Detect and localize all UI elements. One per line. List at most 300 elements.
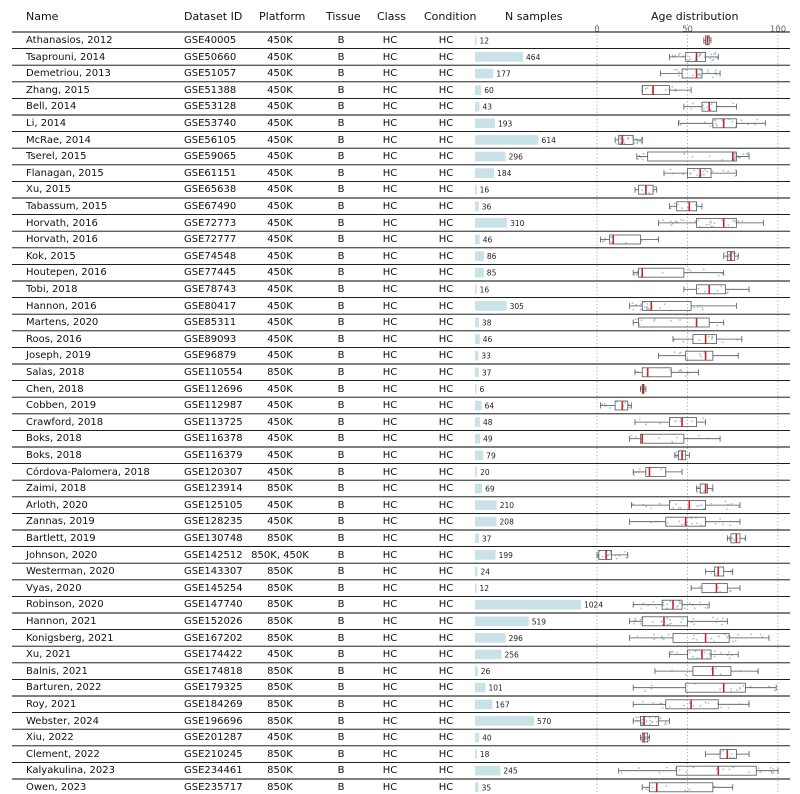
age-dot <box>679 120 681 122</box>
row-tissue: B <box>337 250 345 262</box>
row-class: HC <box>382 400 398 412</box>
age-dot <box>610 236 612 238</box>
row-platform: 450K <box>267 51 293 63</box>
age-dot <box>697 491 699 493</box>
row-class: HC <box>382 533 398 544</box>
row-platform: 850K <box>267 665 293 677</box>
age-dot <box>662 219 664 221</box>
row-condition: HC <box>438 101 454 113</box>
age-dot <box>647 790 649 792</box>
age-dot <box>692 103 694 105</box>
age-dot <box>690 270 692 272</box>
row-dataset-id: GSE147740 <box>184 599 243 611</box>
n-samples-bar <box>475 417 480 427</box>
age-dot <box>679 769 681 771</box>
age-dot <box>754 124 756 126</box>
age-dot <box>709 653 711 655</box>
age-dot <box>651 685 653 687</box>
row-platform: 450K <box>267 267 293 279</box>
row-platform: 450K <box>267 333 293 345</box>
n-samples-label: 37 <box>481 534 492 544</box>
row-tissue: B <box>337 748 345 760</box>
row-class: HC <box>382 350 398 362</box>
age-dot <box>672 651 674 653</box>
n-samples-bar <box>475 401 482 411</box>
age-dot <box>652 787 654 789</box>
n-samples-bar <box>475 650 502 660</box>
age-dot <box>748 700 750 702</box>
row-name: Crawford, 2018 <box>26 416 104 428</box>
age-dot <box>627 137 629 139</box>
row-class: HC <box>382 450 398 461</box>
age-dot <box>728 651 730 653</box>
row-platform: 850K <box>267 715 293 727</box>
age-box <box>677 202 697 211</box>
age-dot <box>694 607 696 609</box>
row-condition: HC <box>438 533 454 544</box>
row-class: HC <box>382 682 398 694</box>
age-dot <box>625 242 627 244</box>
row-name: Athanasios, 2012 <box>26 35 113 46</box>
age-dot <box>616 558 618 560</box>
age-dot <box>692 75 694 77</box>
n-samples-bar <box>475 218 507 228</box>
age-dot <box>635 318 637 320</box>
age-dot <box>746 153 748 155</box>
age-dot <box>621 772 623 774</box>
row-tissue: B <box>337 516 345 528</box>
n-samples-bar <box>475 716 534 726</box>
age-dot <box>674 55 676 57</box>
age-dot <box>646 737 648 739</box>
row-tissue: B <box>337 35 345 46</box>
row-condition: HC <box>438 267 454 279</box>
n-samples-bar <box>475 85 481 95</box>
row-name: Kok, 2015 <box>26 250 76 262</box>
row-dataset-id: GSE56105 <box>184 134 237 146</box>
age-dot <box>645 788 647 790</box>
row-condition: HC <box>438 765 454 777</box>
row-class: HC <box>382 632 398 644</box>
age-tick-label: 100 <box>769 25 787 35</box>
age-dot <box>743 153 745 155</box>
row-condition: HC <box>438 416 454 428</box>
age-dot <box>733 539 735 541</box>
age-dot <box>735 640 737 642</box>
row-tissue: B <box>337 732 345 744</box>
age-dot <box>607 555 609 557</box>
row-class: HC <box>382 499 398 511</box>
age-dot <box>696 174 698 176</box>
header-age-distribution: Age distribution <box>651 10 739 23</box>
row-dataset-id: GSE184269 <box>184 699 243 710</box>
row-dataset-id: GSE89093 <box>184 333 237 345</box>
n-samples-bar <box>475 517 497 527</box>
row-class: HC <box>382 267 398 279</box>
row-condition: HC <box>438 632 454 644</box>
age-dot <box>651 508 653 510</box>
age-dot <box>602 556 604 558</box>
age-dot <box>685 375 687 377</box>
age-dot <box>646 720 648 722</box>
age-dot <box>712 617 714 619</box>
age-dot <box>727 170 729 172</box>
age-dot <box>698 435 700 437</box>
age-dot <box>691 523 693 525</box>
age-dot <box>668 623 670 625</box>
age-dot <box>701 504 703 506</box>
n-samples-label: 208 <box>499 517 514 527</box>
age-dot <box>721 159 723 161</box>
age-dot <box>604 403 606 405</box>
header-class: Class <box>377 10 406 23</box>
row-dataset-id: GSE116378 <box>184 433 243 445</box>
age-dot <box>702 309 704 311</box>
row-tissue: B <box>337 632 345 644</box>
row-class: HC <box>382 201 398 212</box>
row-condition: HC <box>438 699 454 710</box>
n-samples-label: 256 <box>504 650 519 660</box>
row-tissue: B <box>337 167 345 179</box>
row-name: Johnson, 2020 <box>26 549 98 561</box>
age-dot <box>663 605 665 607</box>
row-condition: HC <box>438 51 454 63</box>
age-dot <box>716 125 718 127</box>
row-condition: HC <box>438 450 454 461</box>
row-class: HC <box>382 217 398 229</box>
age-dot <box>609 554 611 556</box>
n-samples-label: 184 <box>497 169 512 179</box>
age-dot <box>659 772 661 774</box>
row-dataset-id: GSE201287 <box>184 732 243 744</box>
row-class: HC <box>382 765 398 777</box>
age-dot <box>748 771 750 773</box>
age-dot <box>676 69 678 71</box>
age-dot <box>671 86 673 88</box>
age-dot <box>710 573 712 575</box>
age-dot <box>638 140 640 142</box>
age-dot <box>698 339 700 341</box>
row-condition: HC <box>438 466 454 478</box>
age-dot <box>641 319 643 321</box>
row-class: HC <box>382 516 398 528</box>
age-dot <box>666 785 668 787</box>
age-dot <box>635 436 637 438</box>
row-condition: HC <box>438 333 454 345</box>
row-tissue: B <box>337 118 345 129</box>
row-dataset-id: GSE120307 <box>184 466 243 478</box>
row-platform: 450K <box>267 466 293 478</box>
row-condition: HC <box>438 499 454 511</box>
age-dot <box>712 484 714 486</box>
row-name: Xu, 2021 <box>26 649 71 661</box>
n-samples-bar <box>475 351 478 361</box>
row-platform: 450K <box>267 84 293 96</box>
row-dataset-id: GSE116379 <box>184 450 243 461</box>
age-dot <box>670 220 672 222</box>
row-class: HC <box>382 101 398 113</box>
row-dataset-id: GSE112696 <box>184 383 243 395</box>
age-dot <box>686 358 688 360</box>
age-dot <box>704 169 706 171</box>
age-dot <box>679 603 681 605</box>
n-samples-label: 310 <box>510 218 525 228</box>
n-samples-bar <box>475 334 480 344</box>
age-dot <box>718 635 720 637</box>
age-dot <box>722 170 724 172</box>
header-name: Name <box>26 10 59 23</box>
row-dataset-id: GSE174818 <box>184 665 243 677</box>
age-dot <box>758 767 760 769</box>
header-platform: Platform <box>259 10 306 23</box>
n-samples-label: 36 <box>481 202 492 212</box>
age-dot <box>652 702 654 704</box>
row-condition: HC <box>438 184 454 196</box>
age-dot <box>645 506 647 508</box>
age-dot <box>653 634 655 636</box>
age-dot <box>715 69 717 71</box>
row-condition: HC <box>438 483 454 495</box>
age-dot <box>676 451 678 453</box>
age-dot <box>709 125 711 127</box>
age-dot <box>692 656 694 658</box>
n-samples-label: 18 <box>479 750 490 760</box>
age-dot <box>700 356 702 358</box>
row-dataset-id: GSE123914 <box>184 483 243 495</box>
row-platform: 450K <box>267 68 293 80</box>
row-platform: 450K <box>267 732 293 744</box>
row-platform: 450K <box>267 234 293 246</box>
age-dot <box>678 507 680 509</box>
n-samples-label: 519 <box>531 617 547 627</box>
age-dot <box>637 717 639 719</box>
age-dot <box>651 721 653 723</box>
row-tissue: B <box>337 184 345 196</box>
row-platform: 450K <box>267 649 293 661</box>
row-tissue: B <box>337 333 345 345</box>
age-dot <box>715 71 717 73</box>
row-class: HC <box>382 566 398 578</box>
age-dot <box>666 603 668 605</box>
age-dot <box>675 420 677 422</box>
age-dot <box>636 271 638 273</box>
row-tissue: B <box>337 599 345 611</box>
age-dot <box>729 524 731 526</box>
age-dot <box>720 707 722 709</box>
age-dot <box>707 69 709 71</box>
age-dot <box>732 641 734 643</box>
header-dataset-id: Dataset ID <box>184 10 243 23</box>
row-dataset-id: GSE142512 <box>184 549 243 561</box>
age-dot <box>703 269 705 271</box>
age-dot <box>715 668 717 670</box>
age-dot <box>647 87 649 89</box>
row-condition: HC <box>438 616 454 627</box>
n-samples-bar <box>475 52 523 62</box>
age-dot <box>709 155 711 157</box>
age-dot <box>641 143 643 145</box>
age-dot <box>692 638 694 640</box>
row-name: Vyas, 2020 <box>26 582 82 594</box>
row-name: Martens, 2020 <box>26 317 99 329</box>
age-dot <box>740 119 742 121</box>
age-dot <box>637 158 639 160</box>
age-dot <box>624 142 626 144</box>
row-class: HC <box>382 367 398 378</box>
row-name: Owen, 2023 <box>26 782 87 793</box>
age-dot <box>641 240 643 242</box>
age-dot <box>699 586 701 588</box>
n-samples-label: 614 <box>541 135 556 145</box>
age-dot <box>689 58 691 60</box>
age-dot <box>716 324 718 326</box>
row-condition: HC <box>438 201 454 212</box>
row-class: HC <box>382 35 398 46</box>
row-dataset-id: GSE85311 <box>184 317 237 329</box>
age-dot <box>734 153 736 155</box>
age-dot <box>681 207 683 209</box>
row-tissue: B <box>337 51 345 63</box>
age-dot <box>692 156 694 158</box>
age-dot <box>634 142 636 144</box>
row-dataset-id: GSE96879 <box>184 350 237 362</box>
n-samples-label: 193 <box>497 119 513 129</box>
row-condition: HC <box>438 367 454 378</box>
age-dot <box>732 766 734 768</box>
row-dataset-id: GSE59065 <box>184 151 237 163</box>
age-dot <box>712 59 714 61</box>
row-name: Barturen, 2022 <box>26 682 102 694</box>
row-name: Xu, 2015 <box>26 184 71 196</box>
age-box <box>642 617 687 626</box>
row-condition: HC <box>438 383 454 395</box>
age-box <box>715 567 724 576</box>
age-dot <box>698 505 700 507</box>
age-dot <box>728 768 730 770</box>
row-dataset-id: GSE53128 <box>184 101 237 113</box>
age-dot <box>656 721 658 723</box>
age-dot <box>721 220 723 222</box>
age-dot <box>670 207 672 209</box>
age-dot <box>653 638 655 640</box>
row-dataset-id: GSE196696 <box>184 715 243 727</box>
age-dot <box>680 352 682 354</box>
row-condition: HC <box>438 35 454 46</box>
age-tick-label: 50 <box>682 25 693 35</box>
n-samples-bar <box>475 235 480 245</box>
row-name: Clement, 2022 <box>26 748 100 760</box>
row-condition: HC <box>438 250 454 262</box>
age-dot <box>683 153 685 155</box>
row-name: Roos, 2016 <box>26 333 82 345</box>
row-dataset-id: GSE51057 <box>184 68 237 80</box>
age-dot <box>664 723 666 725</box>
age-dot <box>699 54 701 56</box>
row-name: Tabassum, 2015 <box>26 201 108 212</box>
age-dot <box>640 309 642 311</box>
n-samples-bar <box>475 119 495 129</box>
n-samples-bar <box>475 185 477 195</box>
header-condition: Condition <box>424 10 477 23</box>
row-condition: HC <box>438 84 454 96</box>
n-samples-label: 46 <box>482 335 493 345</box>
row-tissue: B <box>337 699 345 710</box>
age-dot <box>679 601 681 603</box>
age-dot <box>714 222 716 224</box>
age-dot <box>717 290 719 292</box>
row-platform: 850K <box>267 582 293 594</box>
age-dot <box>742 220 744 222</box>
row-class: HC <box>382 68 398 80</box>
n-samples-label: 49 <box>483 434 493 444</box>
n-samples-bar <box>475 550 496 560</box>
n-samples-bar <box>475 467 477 477</box>
n-samples-label: 38 <box>481 318 492 328</box>
row-tissue: B <box>337 217 345 229</box>
row-platform: 450K <box>267 499 293 511</box>
age-dot <box>730 688 732 690</box>
age-dot <box>688 788 690 790</box>
age-dot <box>680 219 682 221</box>
age-dot <box>768 686 770 688</box>
row-platform: 450K <box>267 433 293 445</box>
row-class: HC <box>382 167 398 179</box>
age-dot <box>624 551 626 553</box>
row-platform: 850K <box>267 765 293 777</box>
age-dot <box>738 220 740 222</box>
age-dot <box>722 341 724 343</box>
row-dataset-id: GSE125105 <box>184 499 243 511</box>
n-samples-label: 570 <box>537 716 552 726</box>
age-dot <box>682 219 684 221</box>
row-platform: 450K <box>267 217 293 229</box>
row-dataset-id: GSE152026 <box>184 616 243 627</box>
row-name: Zhang, 2015 <box>26 84 90 96</box>
row-tissue: B <box>337 483 345 495</box>
row-name: Konigsberg, 2021 <box>26 632 114 644</box>
age-dot <box>773 772 775 774</box>
age-dot <box>712 337 714 339</box>
age-dot <box>640 303 642 305</box>
row-class: HC <box>382 582 398 594</box>
n-samples-bar <box>475 451 483 461</box>
n-samples-bar <box>475 251 484 261</box>
age-dot <box>700 705 702 707</box>
age-dot <box>750 633 752 635</box>
age-dot <box>611 241 613 243</box>
age-dot <box>663 639 665 641</box>
age-dot <box>626 557 628 559</box>
n-samples-label: 79 <box>486 451 496 461</box>
age-box <box>666 700 718 709</box>
age-box <box>702 584 727 593</box>
n-samples-bar <box>475 368 479 378</box>
age-dot <box>736 258 738 260</box>
n-samples-bar <box>475 733 479 743</box>
n-samples-label: 40 <box>482 733 492 743</box>
n-samples-bar <box>475 617 529 627</box>
row-dataset-id: GSE113725 <box>184 416 243 428</box>
row-name: Córdova-Palomera, 2018 <box>26 466 150 478</box>
row-tissue: B <box>337 400 345 412</box>
row-name: Zaimi, 2018 <box>26 483 87 495</box>
age-dot <box>679 319 681 321</box>
age-dot <box>677 204 679 206</box>
n-samples-bar <box>475 666 478 676</box>
row-platform: 450K <box>267 250 293 262</box>
row-platform: 450K <box>267 134 293 146</box>
age-dot <box>706 106 708 108</box>
